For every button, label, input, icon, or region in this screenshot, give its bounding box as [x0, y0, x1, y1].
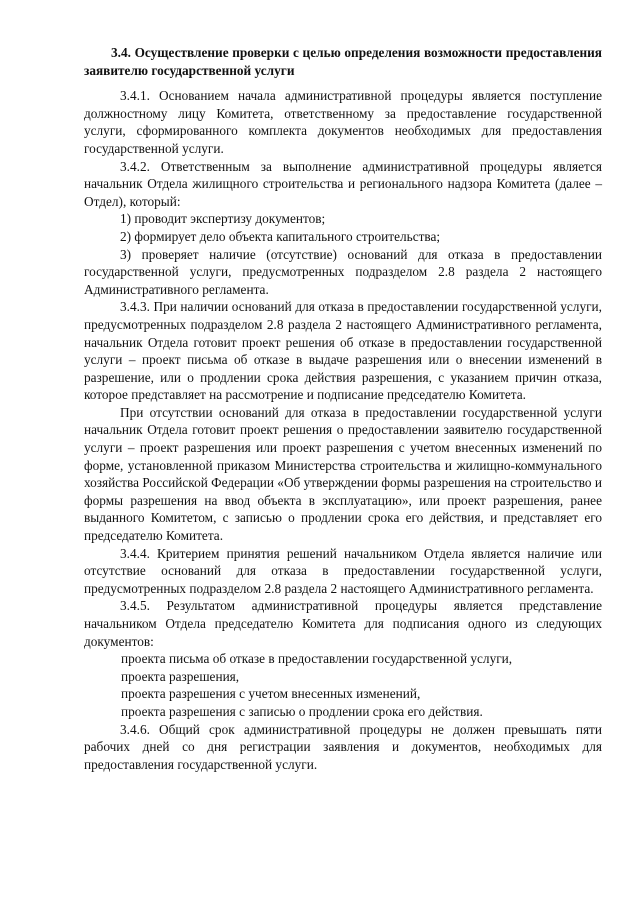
list-item-permit-extension: проекта разрешения с записью о продлении срока его действия.: [121, 703, 483, 719]
paragraph-3-4-2: 3.4.2. Ответственным за выполнение административной процедуры является начальник Отдела жилищного строительства и регионального надзора Комитета (далее – Отдел), который:: [84, 158, 602, 209]
list-item-permit-draft: проекта разрешения,: [121, 668, 240, 684]
list-item-expertise: 1) проводит экспертизу документов;: [120, 211, 326, 227]
list-item-check-grounds: 3) проверяет наличие (отсутствие) оснований для отказа в предоставлении государственной услуги, предусмотренных подразделом 2.8 раздела 2 настоящего Административного регламента.: [84, 246, 602, 297]
paragraph-3-4-3: 3.4.3. При наличии оснований для отказа в предоставлении государственной услуги, предусмотренных подразделом 2.8 раздела 2 настоящего Административного регламента, начальник Отдела готовит проект решения об отказе в предоставлении государственной услуги – проект письма об отказе в выдаче разрешения или о внесении изменений в разрешение, или о продлении срока действия разрешения, с указанием причин отказа, которое представляет на рассмотрение и подписание председателю Комитета.: [84, 299, 602, 403]
list-item-case-file: 2) формирует дело объекта капитального строительства;: [120, 228, 441, 244]
list-item-refusal-letter: проекта письма об отказе в предоставлении государственной услуги,: [121, 651, 513, 667]
paragraph-3-4-4: 3.4.4. Критерием принятия решений начальником Отдела является наличие или отсутствие оснований для отказа в предоставлении государственной услуги, предусмотренных подразделом 2.8 раздела 2 настоящего Административного регламента.: [84, 545, 602, 596]
paragraph-3-4-1: 3.4.1. Основанием начала административной процедуры является поступление должностному лицу Комитета, ответственному за предоставление государственной услуги, сформированного комплекта документов необходимых для предоставления государственной услуги.: [84, 88, 602, 156]
section-heading: 3.4. Осуществление проверки с целью определения возможности предоставления заявителю государственной услуги: [84, 45, 602, 78]
paragraph-3-4-5: 3.4.5. Результатом административной процедуры является представление начальником Отдела председателю Комитета для подписания одного из следующих документов:: [84, 598, 602, 649]
document-page: [84, 44, 602, 773]
list-item-permit-with-changes: проекта разрешения с учетом внесенных изменений,: [121, 686, 421, 702]
paragraph-3-4-6: 3.4.6. Общий срок административной процедуры не должен превышать пяти рабочих дней со дня регистрации заявления и документов, необходимых для предоставления государственной услуги.: [84, 721, 602, 772]
paragraph-absence-of-grounds: При отсутствии оснований для отказа в предоставлении государственной услуги начальник Отдела готовит проект решения о предоставлении заявителю государственной услуги – проект разрешения или проект разрешения с учетом внесенных изменений по форме, установленной приказом Министерства строительства и жилищно-коммунального хозяйства Российской Федерации «Об утверждении формы разрешения на строительство и формы разрешения на ввод объекта в эксплуатацию», или проект разрешения, ранее выданного Комитетом, с записью о продлении срока его действия, и представляет его председателю Комитета.: [84, 404, 602, 544]
